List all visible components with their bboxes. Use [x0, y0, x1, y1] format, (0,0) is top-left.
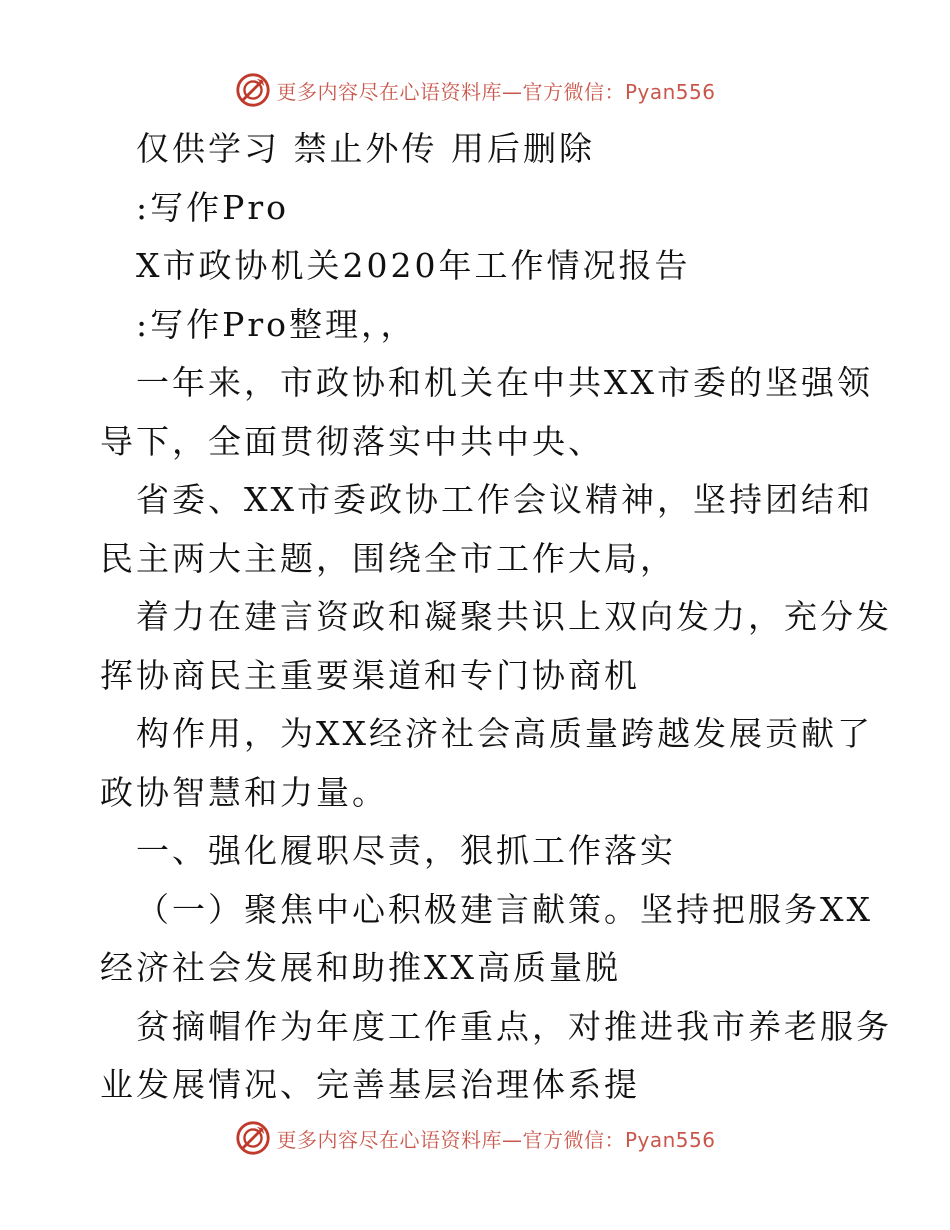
document-body	[100, 120, 892, 1115]
document-line: :写作Pro整理，，	[136, 304, 417, 344]
watermark-logo-icon	[234, 71, 272, 109]
watermark-logo-icon	[234, 1119, 272, 1157]
document-line: 业发展情况、完善基层治理体系提	[100, 1065, 640, 1104]
document-line: 挥协商民主重要渠道和专门协商机	[100, 655, 640, 695]
document-line: 着力在建言资政和凝聚共识上双向发力，充分发	[136, 597, 892, 636]
document-line: 仅供学习 禁止外传 用后删除	[136, 129, 595, 168]
document-line: 民主两大主题，围绕全市工作大局，	[100, 538, 676, 578]
document-line: 一、强化履职尽责，狠抓工作落实	[136, 831, 676, 870]
document-line: 省委、XX市委政协工作会议精神，坚持团结和	[136, 480, 873, 519]
watermark-text: 更多内容尽在心语资料库—官方微信：Pyan556	[276, 1127, 716, 1152]
document-line: 构作用，为XX经济社会高质量跨越发展贡献了	[136, 714, 873, 753]
document-line: 导下，全面贯彻落实中共中央、	[100, 421, 604, 461]
watermark-text: 更多内容尽在心语资料库—官方微信：Pyan556	[276, 79, 716, 104]
watermark-header	[0, 70, 950, 110]
watermark-footer	[0, 1118, 950, 1158]
document-line: 经济社会发展和助推XX高质量脱	[100, 948, 621, 987]
document-line: :写作Pro	[136, 187, 289, 227]
document-line: 政协智慧和力量。	[100, 772, 388, 812]
document-line: 一年来，市政协和机关在中共XX市委的坚强领	[136, 363, 873, 402]
document-line: 贫摘帽作为年度工作重点，对推进我市养老服务	[136, 1006, 892, 1046]
document-line: X市政协机关2020年工作情况报告	[136, 246, 691, 285]
document-line: （一）聚焦中心积极建言献策。坚持把服务XX	[136, 889, 873, 929]
